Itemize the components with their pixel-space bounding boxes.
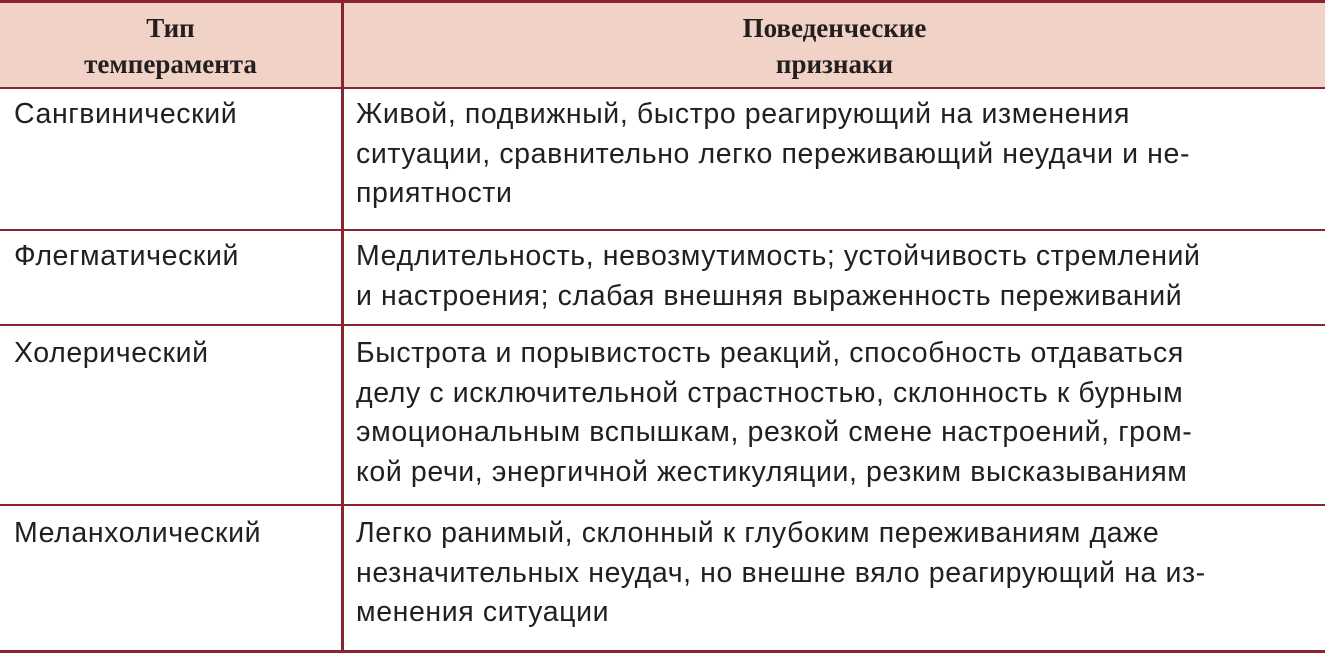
- description-line: эмоциональным вспышкам, резкой смене настроений, гром-: [356, 416, 1193, 448]
- row-divider: [0, 229, 1325, 231]
- row-phlegmatic-type: Флегматический: [14, 240, 240, 272]
- row-choleric-description: [356, 334, 1316, 492]
- row-melancholic-type: Меланхолический: [14, 517, 262, 549]
- description-line: менения ситуации: [356, 596, 610, 628]
- header-type-cell: [0, 3, 341, 88]
- header-description-cell: [344, 3, 1325, 88]
- row-choleric-type: Холерический: [14, 337, 209, 369]
- row-divider: [0, 504, 1325, 506]
- description-line: приятности: [356, 177, 513, 209]
- description-line: и настроения; слабая внешняя выраженность переживаний: [356, 279, 1183, 312]
- description-line: Легко ранимый, склонный к глубоким переживаниям даже: [356, 517, 1160, 549]
- description-line: Медлительность, невозмутимость; устойчивость стремлений: [356, 240, 1201, 272]
- row-phlegmatic-description: [356, 237, 1316, 316]
- row-sanguine-description: [356, 95, 1316, 214]
- header-type-label: Тип темперамента: [84, 12, 257, 79]
- description-line: делу с исключительной страстностью, склонность к бурным: [356, 376, 1184, 409]
- row-divider: [0, 324, 1325, 326]
- table-bottom-rule: [0, 650, 1325, 653]
- description-line: незначительных неудач, но внешне вяло реагирующий на из-: [356, 556, 1206, 589]
- description-line: кой речи, энергичной жестикуляции, резким высказываниям: [356, 455, 1188, 488]
- description-line: Живой, подвижный, быстро реагирующий на изменения: [356, 98, 1131, 130]
- description-line: Быстрота и порывистость реакций, способность отдаваться: [356, 337, 1184, 369]
- description-line: ситуации, сравнительно легко переживающий неудачи и не-: [356, 137, 1191, 170]
- row-sanguine-type: Сангвинический: [14, 98, 238, 130]
- column-divider: [341, 0, 344, 653]
- row-melancholic-description: [356, 514, 1316, 633]
- header-description-label: Поведенческие признаки: [742, 12, 927, 79]
